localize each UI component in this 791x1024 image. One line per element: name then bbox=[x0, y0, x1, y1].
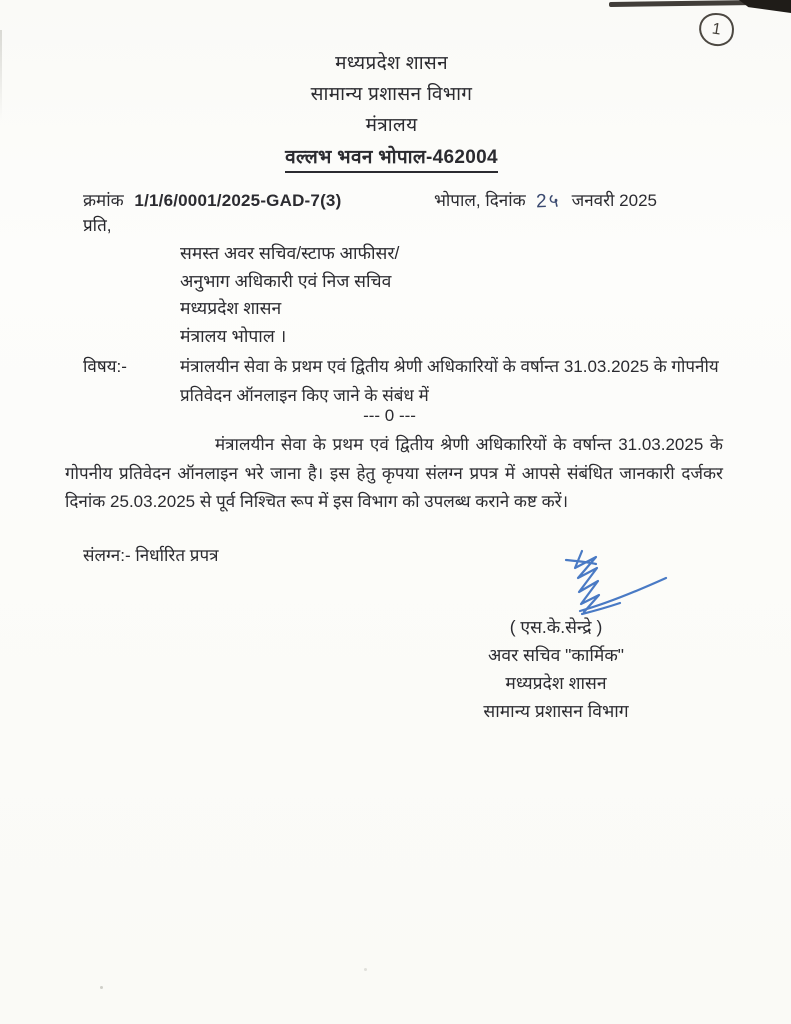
scan-speck bbox=[100, 986, 103, 989]
scan-artifact-corner bbox=[739, 0, 791, 13]
date-month-year: जनवरी 2025 bbox=[571, 191, 657, 210]
addressee-block bbox=[180, 240, 399, 350]
body-paragraph: मंत्रालयीन सेवा के प्रथम एवं द्वितीय श्रेणी अधिकारियों के वर्षान्त 31.03.2025 के गोपनीय प्रतिवेदन ऑनलाइन भरे जाना है। इस हेतु कृपया संलग्न प्रपत्र में आपसे संबंधित जानकारी दर्जकर दिनांक 25.03.2025 से पूर्व निश्चित रूप में इस विभाग को उपलब्ध कराने कष्ट करें। bbox=[65, 435, 723, 512]
place-date-line bbox=[434, 186, 657, 212]
subject-text: मंत्रालयीन सेवा के प्रथम एवं द्वितीय श्रेणी अधिकारियों के वर्षान्त 31.03.2025 के गोपनीय प्रतिवेदन ऑनलाइन किए जाने के संबंध में bbox=[180, 357, 719, 405]
letterhead-ministry: मंत्रालय bbox=[365, 115, 418, 136]
reference-row bbox=[83, 186, 657, 212]
signatory-org-line: मध्यप्रदेश शासन bbox=[505, 673, 607, 693]
handwritten-date-digits: 2५ bbox=[536, 190, 562, 213]
place-date-prefix: भोपाल, दिनांक bbox=[433, 191, 526, 210]
page-number: 1 bbox=[710, 19, 723, 39]
scan-speck bbox=[364, 968, 367, 971]
letterhead bbox=[0, 52, 783, 180]
signatory-name: ( एस.के.सेन्द्रे ) bbox=[509, 617, 603, 637]
subject-row bbox=[83, 353, 727, 410]
handwritten-page-number-circle bbox=[697, 10, 737, 48]
section-divider: --- 0 --- bbox=[363, 406, 416, 425]
addressee-line: मंत्रालय भोपाल । bbox=[180, 325, 287, 346]
addressee-line: समस्त अवर सचिव/स्टाफ आफीसर/ bbox=[180, 243, 400, 263]
letterhead-government: मध्यप्रदेश शासन bbox=[335, 53, 448, 74]
enclosure-line: संलग्न:- निर्धारित प्रपत्र bbox=[83, 546, 219, 565]
signatory-block bbox=[420, 613, 692, 725]
signatory-designation: अवर सचिव "कार्मिक" bbox=[487, 645, 625, 665]
reference-number: 1/1/6/0001/2025-GAD-7(3) bbox=[134, 191, 342, 210]
reference-number-line bbox=[83, 188, 341, 211]
scan-artifact-top-strip bbox=[609, 0, 759, 7]
signatory-org-line: सामान्य प्रशासन विभाग bbox=[483, 701, 629, 721]
addressee-line: मध्यप्रदेश शासन bbox=[180, 298, 282, 318]
subject-label: विषय:- bbox=[83, 357, 127, 376]
reference-label: क्रमांक bbox=[83, 191, 124, 210]
salutation: प्रति, bbox=[83, 216, 112, 235]
addressee-line: अनुभाग अधिकारी एवं निज सचिव bbox=[180, 270, 392, 291]
letterhead-address: वल्लभ भवन भोपाल-462004 bbox=[285, 146, 498, 173]
letterhead-department: सामान्य प्रशासन विभाग bbox=[310, 84, 473, 105]
